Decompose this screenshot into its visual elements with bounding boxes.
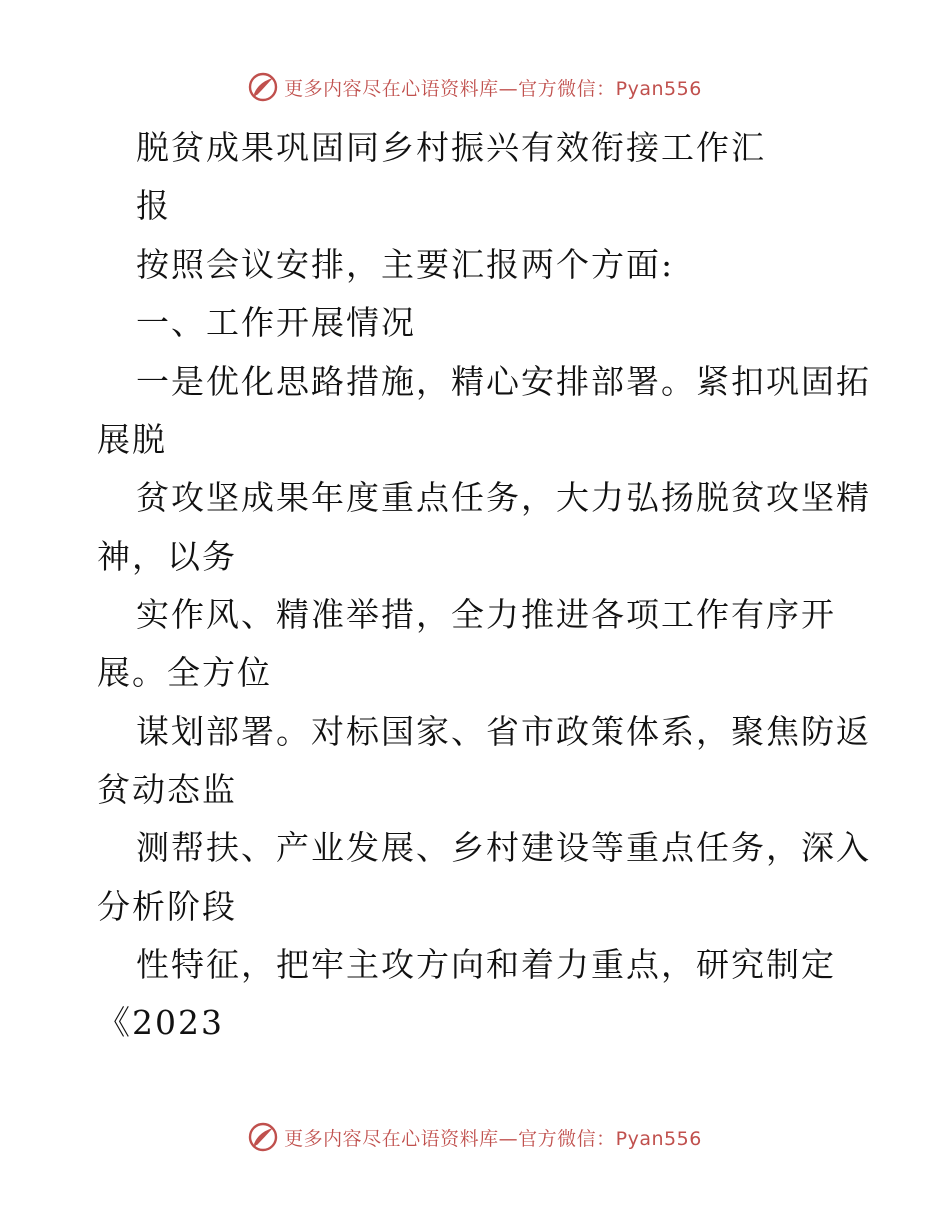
paragraph-line: 分析阶段	[97, 887, 237, 926]
document-title-line-2: 报	[136, 186, 171, 225]
paragraph-line: 测帮扶、产业发展、乡村建设等重点任务，深入	[136, 828, 871, 867]
paragraph-line: 展。全方位	[97, 653, 272, 692]
paragraph-line: 性特征，把牢主攻方向和着力重点，研究制定	[136, 945, 836, 984]
section-heading: 一、工作开展情况	[136, 303, 416, 342]
paragraph-line: 谋划部署。对标国家、省市政策体系，聚焦防返	[136, 712, 871, 751]
paragraph-line: 一是优化思路措施，精心安排部署。紧扣巩固拓	[136, 362, 871, 401]
footer-watermark	[0, 1122, 950, 1152]
paragraph-line: 按照会议安排，主要汇报两个方面:	[136, 245, 675, 284]
paragraph-line: 实作风、精准举措，全力推进各项工作有序开	[136, 595, 836, 634]
paragraph-line: 贫动态监	[97, 770, 237, 809]
watermark-text: 更多内容尽在心语资料库—官方微信：Pyan556	[284, 1127, 702, 1150]
pen-logo-icon	[248, 72, 278, 102]
pen-logo-icon	[248, 1122, 278, 1152]
watermark-text: 更多内容尽在心语资料库—官方微信：Pyan556	[284, 77, 702, 100]
paragraph-line: 贫攻坚成果年度重点任务，大力弘扬脱贫攻坚精	[136, 478, 871, 517]
paragraph-line: 展脱	[97, 420, 167, 459]
paragraph-line: 神，以务	[97, 537, 237, 576]
paragraph-line: 《2023	[97, 1003, 224, 1042]
header-watermark	[0, 72, 950, 102]
document-title-line-1: 脱贫成果巩固同乡村振兴有效衔接工作汇	[136, 128, 766, 167]
